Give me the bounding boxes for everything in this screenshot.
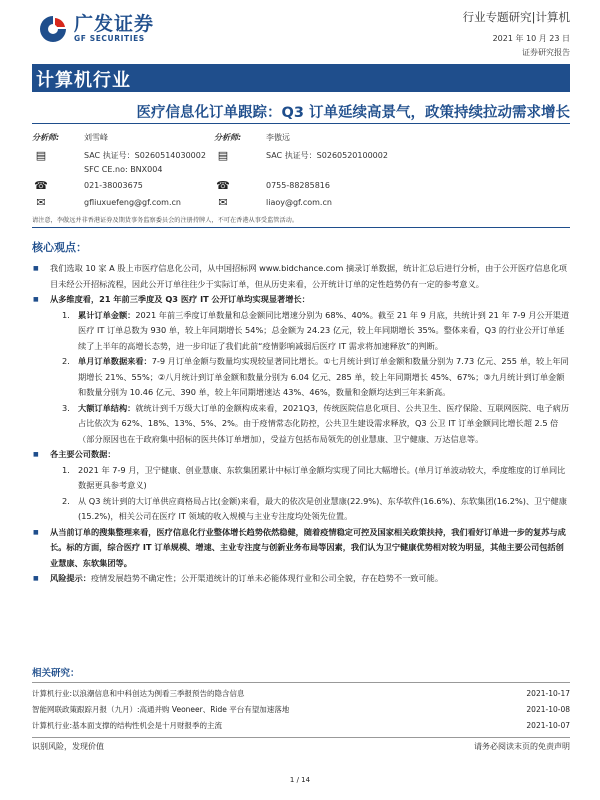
report-type: 行业专题研究|计算机 [462, 10, 570, 24]
item-number: 1. [62, 309, 70, 320]
item-lead: 单月订单数据来看： [78, 356, 152, 366]
numbered-item [32, 401, 570, 448]
footer-slogan: 识别风险，发现价值 [32, 742, 104, 751]
gf-logo-icon [38, 14, 68, 44]
related-item-title[interactable]: 智能网联政策跟踪月报（九月）:高通并购 Veoneer、Ride 平台有望加速落地 [32, 705, 290, 714]
item-lead: 累计订单金额： [78, 309, 136, 320]
viewpoint-conclusion [32, 525, 570, 572]
viewpoint-text: 从当前订单的搜集整理来看，医疗信息化行业整体增长趋势依然稳健，随着疫情稳定可控及国家相关政策扶持，我们看好订单进一步的复苏与成长。标的方面，综合医疗 IT 订单规模、增速、主业专注度与创新业务布局等因素，我们认为卫宁健康优势相对较为明显，其他主要公司包括创业慧康、东软集团等。 [50, 526, 566, 568]
risk-warning [32, 571, 570, 587]
viewpoint-heading [32, 292, 570, 308]
related-item[interactable] [32, 719, 570, 732]
footer-divider [32, 737, 570, 738]
item-text: 7-9 月订单金额与数量均实现较显著同比增长。①七月统计到订单金额和数量分别为 7.73 亿元、255 单，较上年同期增长 21%、55%；②八月统计到订单金额和数量分别为 6.04 亿元、285 单，较上年同期增长 45%、67%；③九月统计到订单金额和数量分别为 10.46 亿元、390 单，较上年同期增速达 43%、46%，数量和金额均达到三年来新高。 [78, 356, 569, 397]
core-viewpoints-title: 核心观点： [32, 241, 87, 254]
analyst-block [32, 130, 570, 212]
viewpoint-text: 我们选取 10 家 A 股上市医疗信息化公司，从中国招标网 www.bidchance.com 摘录订单数据，统计汇总后进行分析，由于公开医疗信息化项目未经公开招标流程，因此公开订单往往少于实际订单，但从历史来看，公开统计订单的定性趋势仍有一定的参考意义。 [50, 263, 567, 289]
gf-logo [38, 14, 154, 44]
related-item-date: 2021-10-07 [526, 721, 570, 730]
item-text: 2021 年 7-9 月，卫宁健康、创业慧康、东软集团累计中标订单金额均实现了同比大幅增长。(单月订单波动较大，季度维度的订单同比数据更具参考意义) [78, 464, 566, 490]
numbered-item [32, 354, 570, 401]
analyst-email[interactable]: liaoy@gf.com.cn [266, 198, 332, 207]
id-card-icon: ▤ [217, 149, 229, 162]
logo-text-cn: 广发证券 [74, 13, 155, 35]
related-item-title[interactable]: 计算机行业:基本面支撑的结构性机会是十月财报季的主流 [32, 721, 223, 730]
analyst-sac: SAC 执证号：S0260520100002 [266, 151, 388, 160]
analyst-disclaimer: 请注意，李傲远并非香港证券及期货事务监察委员会的注册持牌人，不可在香港从事受监管活动。 [32, 217, 299, 224]
item-text: 从 Q3 统计到的大订单供应商格局占比(金额)来看，最大的依次是创业慧康(22.9%)、东华软件(16.6%)、东软集团(16.2%)、卫宁健康(15.2%)，相关公司在医疗 IT 领域的收入规模与主业专注度均处领先位置。 [78, 495, 567, 521]
viewpoint-heading [32, 447, 570, 463]
viewpoint-text: 各主要公司数据： [50, 449, 116, 459]
related-item[interactable] [32, 703, 570, 716]
risk-label: 风险提示： [50, 573, 91, 583]
report-label: 证券研究报告 [522, 48, 570, 57]
section-divider [32, 227, 570, 228]
report-date: 2021 年 10 月 23 日 [492, 34, 570, 43]
numbered-item [32, 463, 570, 494]
analyst-phone: 0755-88285816 [266, 181, 330, 190]
item-lead: 大额订单结构： [78, 402, 136, 413]
item-number: 2. [62, 356, 70, 366]
related-research-title: 相关研究： [32, 668, 80, 679]
analyst-name: 刘雪峰 [84, 133, 108, 142]
report-title: 医疗信息化订单跟踪：Q3 订单延续高景气，政策持续拉动需求增长 [136, 105, 570, 121]
item-number: 3. [62, 402, 70, 413]
item-number: 2. [62, 495, 70, 506]
report-header [0, 0, 600, 60]
viewpoint-text: 从多维度看，21 年前三季度及 Q3 医疗 IT 公开订单均实现显著增长： [50, 294, 310, 304]
analyst-phone: 021-38003675 [84, 181, 143, 190]
core-viewpoints [32, 261, 570, 587]
analyst-sac: SAC 执证号：S0260514030002 [84, 151, 206, 160]
phone-icon: ☎ [216, 179, 230, 192]
item-text: 就统计到千万级大订单的金额构成来看，2021Q3，传统医院信息化项目、公共卫生、医疗保险、互联网医院、电子病历占比依次为 62%、18%、13%、5%、2%。由于疫情常态化防控，公共卫生建设需求释放，Q3 公卫 IT 订单金额同比增长超 2.5 倍（部分原因也在于政府集中招标的医共体订单增加），受益方包括布局领先的创业慧康、卫宁健康、万达信息等。 [78, 402, 570, 444]
related-item-title[interactable]: 计算机行业:以浪潮信息和中科创达为例看三季报预告的隐含信息 [32, 689, 245, 698]
item-text: 2021 年前三季度订单数量和总金额同比增速分别为 68%、40%。截至 21 年 9 月底，共统计到 21 年 7-9 月公开渠道医疗 IT 订单总数为 930 单，较上年同期增长 54%；总金额为 24.23 亿元，较上年同期增长 35%。整体来看，Q3 的行业公开订单延续了上半年的高增长态势，进一步印证了我们此前“疫情影响减弱后医疗 IT 需求将加速释放”的判断。 [78, 309, 570, 351]
numbered-item [32, 494, 570, 525]
footer-disclaimer-note: 请务必阅读末页的免责声明 [474, 742, 570, 751]
numbered-item [32, 308, 570, 355]
analyst-label: 分析师: [32, 133, 60, 142]
id-card-icon: ▤ [35, 149, 47, 162]
header-meta [463, 9, 570, 58]
viewpoint-paragraph [32, 261, 570, 292]
analyst-label: 分析师: [214, 133, 242, 142]
related-item-date: 2021-10-08 [526, 705, 570, 714]
risk-text: 疫情发展趋势不确定性；公开渠道统计的订单未必能体现行业和公司全貌，存在趋势不一致可能。 [90, 573, 444, 583]
phone-icon: ☎ [34, 179, 48, 192]
industry-banner [32, 64, 570, 92]
email-icon: ✉ [36, 196, 46, 209]
email-icon: ✉ [218, 196, 228, 209]
analyst-name: 李傲远 [266, 133, 290, 142]
logo-text-en: GF SECURITIES [74, 34, 145, 43]
related-item-date: 2021-10-17 [526, 689, 570, 698]
related-divider [32, 682, 570, 683]
related-item[interactable] [32, 687, 570, 700]
analyst-sfc: SFC CE.no: BNX004 [84, 165, 163, 174]
page-number: 1 / 14 [289, 776, 311, 784]
item-number: 1. [62, 464, 70, 475]
analyst-email[interactable]: gfliuxuefeng@gf.com.cn [84, 198, 181, 207]
industry-name: 计算机行业 [36, 70, 131, 91]
title-divider [32, 123, 570, 124]
